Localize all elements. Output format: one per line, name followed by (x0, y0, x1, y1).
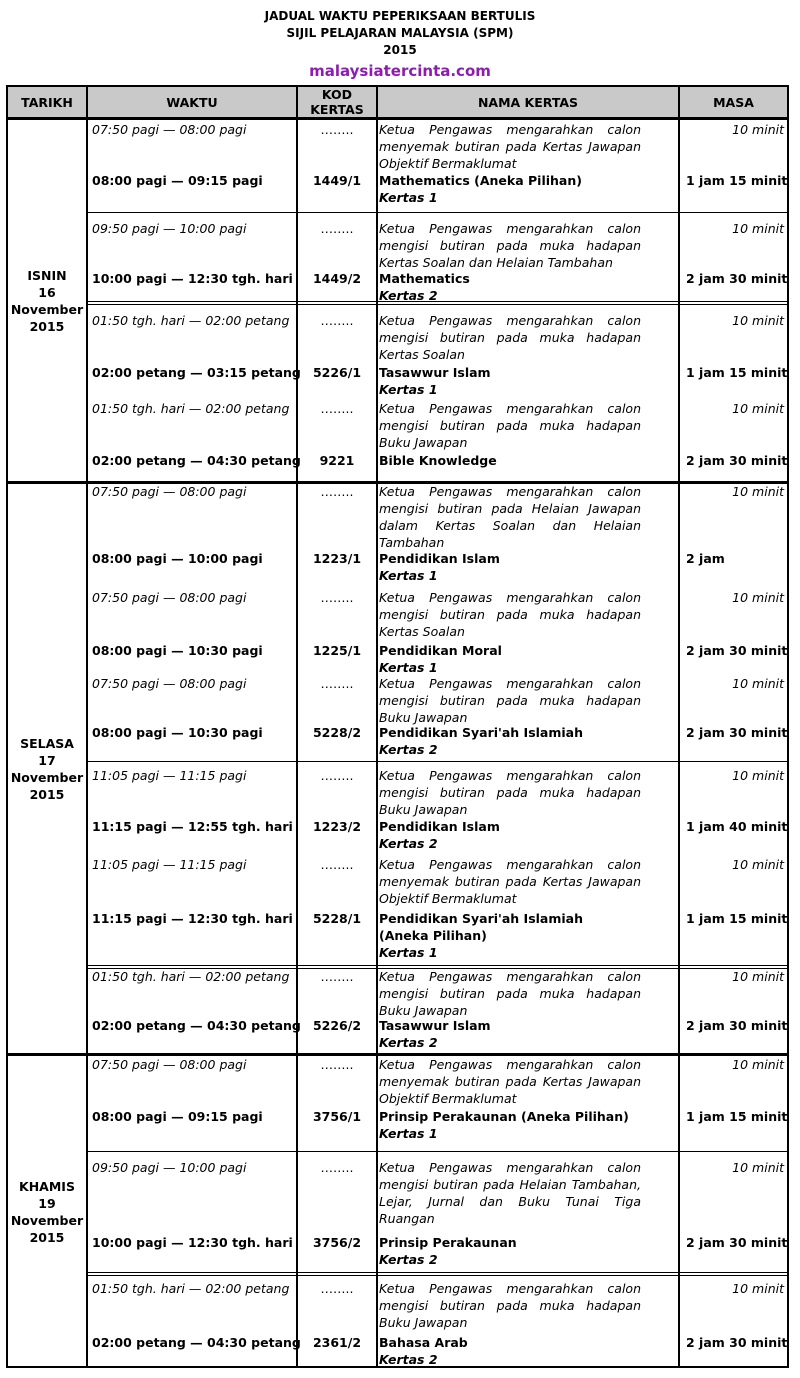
prep-time: 07:50 pagi — 08:00 pagi (92, 1057, 247, 1072)
prep-time: 07:50 pagi — 08:00 pagi (92, 590, 247, 605)
group-divider (88, 212, 787, 213)
exam-name: Mathematics (Aneka Pilihan) (379, 173, 582, 188)
exam-code: 1223/1 (312, 551, 362, 566)
exam-duration: 1 jam 15 minit (686, 173, 788, 188)
prep-code: …….. (320, 122, 354, 137)
prep-description: Ketua Pengawas mengarahkan calon mengisi butiran pada muka hadapan Kertas Soalan dan Helaian Tambahan (379, 221, 641, 270)
prep-time: 01:50 tgh. hari — 02:00 petang (92, 969, 290, 984)
col-tarikh: TARIKH (21, 95, 73, 110)
exam-code: 9221 (319, 453, 355, 468)
prep-description: Ketua Pengawas mengarahkan calon mengisi butiran pada Helaian Tambahan, Lejar, Jurnal dan Buku Tunai Tiga Ruangan (379, 1160, 641, 1226)
exam-paper: Kertas 1 (379, 945, 438, 960)
exam-code: 5228/2 (312, 725, 362, 740)
exam-name: Pendidikan Islam (379, 819, 500, 834)
prep-code: …….. (320, 1160, 354, 1175)
col-waktu: WAKTU (166, 95, 218, 110)
prep-duration: 10 minit (732, 1281, 784, 1296)
exam-duration: 2 jam 30 minit (686, 453, 788, 468)
prep-duration: 10 minit (732, 590, 784, 605)
col-kod (298, 87, 376, 117)
prep-time: 07:50 pagi — 08:00 pagi (92, 676, 247, 691)
prep-duration: 10 minit (732, 122, 784, 137)
day-month: November (10, 1213, 84, 1228)
group-divider (88, 1151, 787, 1152)
exam-duration: 1 jam 15 minit (686, 1109, 788, 1124)
prep-duration: 10 minit (732, 676, 784, 691)
exam-name: Tasawwur Islam (379, 365, 491, 380)
prep-time: 11:05 pagi — 11:15 pagi (92, 768, 247, 783)
day-label-khamis (8, 1178, 86, 1246)
exam-time: 10:00 pagi — 12:30 tgh. hari (92, 271, 293, 286)
exam-name: Tasawwur Islam (379, 1018, 491, 1033)
day-number: 16 (38, 285, 56, 300)
group-divider (88, 761, 787, 762)
exam-duration: 2 jam 30 minit (686, 725, 788, 740)
brand-link[interactable]: malaysiatercinta.com (309, 62, 491, 80)
prep-duration: 10 minit (732, 1160, 784, 1175)
prep-time: 07:50 pagi — 08:00 pagi (92, 484, 247, 499)
day-label-isnin (8, 267, 86, 335)
exam-time: 11:15 pagi — 12:55 tgh. hari (92, 819, 293, 834)
exam-paper: Kertas 2 (379, 836, 438, 851)
exam-time: 08:00 pagi — 10:00 pagi (92, 551, 263, 566)
prep-code: …….. (320, 1057, 354, 1072)
header-divider (8, 117, 787, 120)
exam-duration: 1 jam 15 minit (686, 365, 788, 380)
prep-time: 09:50 pagi — 10:00 pagi (92, 221, 247, 236)
prep-code: …….. (320, 676, 354, 691)
prep-description: Ketua Pengawas mengarahkan calon menyemak butiran pada Kertas Jawapan Objektif Bermaklumat (379, 857, 641, 906)
group-divider (88, 1272, 787, 1273)
prep-time: 01:50 tgh. hari — 02:00 petang (92, 401, 290, 416)
prep-duration: 10 minit (732, 313, 784, 328)
title-year: 2015 (383, 43, 417, 57)
exam-duration: 2 jam 30 minit (686, 1018, 788, 1033)
exam-code: 3756/1 (312, 1109, 362, 1124)
exam-time: 08:00 pagi — 09:15 pagi (92, 173, 263, 188)
day-number: 19 (38, 1196, 56, 1211)
title-line-1: JADUAL WAKTU PEPERIKSAAN BERTULIS (264, 9, 536, 23)
exam-time: 02:00 petang — 04:30 petang (92, 1335, 301, 1350)
prep-description: Ketua Pengawas mengarahkan calon mengisi butiran pada muka hadapan Buku Jawapan (379, 676, 641, 725)
exam-paper: Kertas 2 (379, 288, 438, 303)
exam-time: 08:00 pagi — 09:15 pagi (92, 1109, 263, 1124)
exam-time: 02:00 petang — 04:30 petang (92, 1018, 301, 1033)
exam-code: 1449/1 (312, 173, 362, 188)
prep-time: 11:05 pagi — 11:15 pagi (92, 857, 247, 872)
prep-description: Ketua Pengawas mengarahkan calon mengisi butiran pada muka hadapan Kertas Soalan (379, 590, 641, 639)
exam-paper: Kertas 2 (379, 1252, 438, 1267)
exam-code: 5226/1 (312, 365, 362, 380)
exam-code: 1223/2 (312, 819, 362, 834)
exam-time: 10:00 pagi — 12:30 tgh. hari (92, 1235, 293, 1250)
prep-time: 09:50 pagi — 10:00 pagi (92, 1160, 247, 1175)
day-name: SELASA (20, 736, 74, 751)
prep-duration: 10 minit (732, 768, 784, 783)
exam-name: Mathematics (379, 271, 470, 286)
exam-duration: 2 jam (686, 551, 725, 566)
prep-duration: 10 minit (732, 484, 784, 499)
title-line-2: SIJIL PELAJARAN MALAYSIA (SPM) (286, 26, 514, 40)
exam-paper: Kertas 2 (379, 1352, 438, 1367)
col-masa: MASA (713, 95, 754, 110)
prep-time: 07:50 pagi — 08:00 pagi (92, 122, 247, 137)
prep-code: …….. (320, 401, 354, 416)
day-name: ISNIN (27, 268, 67, 283)
prep-code: …….. (320, 969, 354, 984)
exam-time: 02:00 petang — 03:15 petang (92, 365, 301, 380)
prep-time: 01:50 tgh. hari — 02:00 petang (92, 1281, 290, 1296)
exam-code: 2361/2 (312, 1335, 362, 1350)
exam-paper: Kertas 2 (379, 1035, 438, 1050)
exam-duration: 2 jam 30 minit (686, 643, 788, 658)
exam-code: 1225/1 (312, 643, 362, 658)
grid-line (86, 87, 88, 1366)
group-divider (88, 1275, 787, 1276)
prep-description: Ketua Pengawas mengarahkan calon mengisi butiran pada muka hadapan Buku Jawapan (379, 969, 641, 1018)
exam-name: Pendidikan Islam (379, 551, 500, 566)
prep-code: …….. (320, 590, 354, 605)
prep-duration: 10 minit (732, 401, 784, 416)
prep-code: …….. (320, 313, 354, 328)
prep-code: …….. (320, 484, 354, 499)
exam-code: 3756/2 (312, 1235, 362, 1250)
day-year: 2015 (29, 319, 65, 334)
exam-name: Pendidikan Syari'ah Islamiah (379, 911, 584, 926)
exam-duration: 2 jam 30 minit (686, 1335, 788, 1350)
prep-description: Ketua Pengawas mengarahkan calon mengisi butiran pada muka hadapan Buku Jawapan (379, 401, 641, 450)
col-kod-line1: KOD (321, 87, 353, 102)
exam-duration: 2 jam 30 minit (686, 271, 788, 286)
col-kod-line2: KERTAS (310, 102, 364, 117)
exam-time: 11:15 pagi — 12:30 tgh. hari (92, 911, 293, 926)
exam-paper: Kertas 1 (379, 1126, 438, 1141)
prep-duration: 10 minit (732, 1057, 784, 1072)
exam-name: Bahasa Arab (379, 1335, 468, 1350)
day-year: 2015 (29, 1230, 65, 1245)
prep-description: Ketua Pengawas mengarahkan calon mengisi butiran pada muka hadapan Buku Jawapan (379, 1281, 641, 1330)
group-divider (88, 304, 787, 305)
exam-name: Pendidikan Moral (379, 643, 502, 658)
day-name: KHAMIS (19, 1179, 75, 1194)
day-label-selasa (8, 735, 86, 803)
prep-code: …….. (320, 221, 354, 236)
col-nama: NAMA KERTAS (477, 95, 579, 110)
exam-code: 5226/2 (312, 1018, 362, 1033)
exam-time: 08:00 pagi — 10:30 pagi (92, 643, 263, 658)
exam-name-continued: (Aneka Pilihan) (379, 928, 487, 943)
exam-paper: Kertas 1 (379, 190, 438, 205)
exam-code: 5228/1 (312, 911, 362, 926)
exam-paper: Kertas 1 (379, 568, 438, 583)
day-month: November (10, 770, 84, 785)
prep-duration: 10 minit (732, 221, 784, 236)
day-year: 2015 (29, 787, 65, 802)
prep-code: …….. (320, 857, 354, 872)
exam-code: 1449/2 (312, 271, 362, 286)
exam-paper: Kertas 2 (379, 742, 438, 757)
prep-description: Ketua Pengawas mengarahkan calon mengisi butiran pada muka hadapan Kertas Soalan (379, 313, 641, 362)
exam-name: Prinsip Perakaunan (Aneka Pilihan) (379, 1109, 629, 1124)
prep-description: Ketua Pengawas mengarahkan calon menyemak butiran pada Kertas Jawapan Objektif Bermaklumat (379, 1057, 641, 1106)
group-divider (88, 965, 787, 966)
prep-time: 01:50 tgh. hari — 02:00 petang (92, 313, 290, 328)
prep-description: Ketua Pengawas mengarahkan calon mengisi butiran pada Helaian Jawapan dalam Kertas Soalan dan Helaian Tambahan (379, 484, 641, 550)
day-number: 17 (38, 753, 56, 768)
exam-time: 08:00 pagi — 10:30 pagi (92, 725, 263, 740)
prep-code: …….. (320, 768, 354, 783)
exam-duration: 1 jam 15 minit (686, 911, 788, 926)
exam-paper: Kertas 1 (379, 660, 438, 675)
prep-duration: 10 minit (732, 857, 784, 872)
exam-duration: 2 jam 30 minit (686, 1235, 788, 1250)
exam-name: Prinsip Perakaunan (379, 1235, 517, 1250)
prep-description: Ketua Pengawas mengarahkan calon mengisi butiran pada muka hadapan Buku Jawapan (379, 768, 641, 817)
prep-description: Ketua Pengawas mengarahkan calon menyemak butiran pada Kertas Jawapan Objektif Bermaklumat (379, 122, 641, 171)
day-month: November (10, 302, 84, 317)
exam-name: Bible Knowledge (379, 453, 497, 468)
exam-paper: Kertas 1 (379, 382, 438, 397)
exam-duration: 1 jam 40 minit (686, 819, 788, 834)
exam-name: Pendidikan Syari'ah Islamiah (379, 725, 584, 740)
prep-code: …….. (320, 1281, 354, 1296)
exam-time: 02:00 petang — 04:30 petang (92, 453, 301, 468)
prep-duration: 10 minit (732, 969, 784, 984)
grid-line (376, 87, 378, 1366)
